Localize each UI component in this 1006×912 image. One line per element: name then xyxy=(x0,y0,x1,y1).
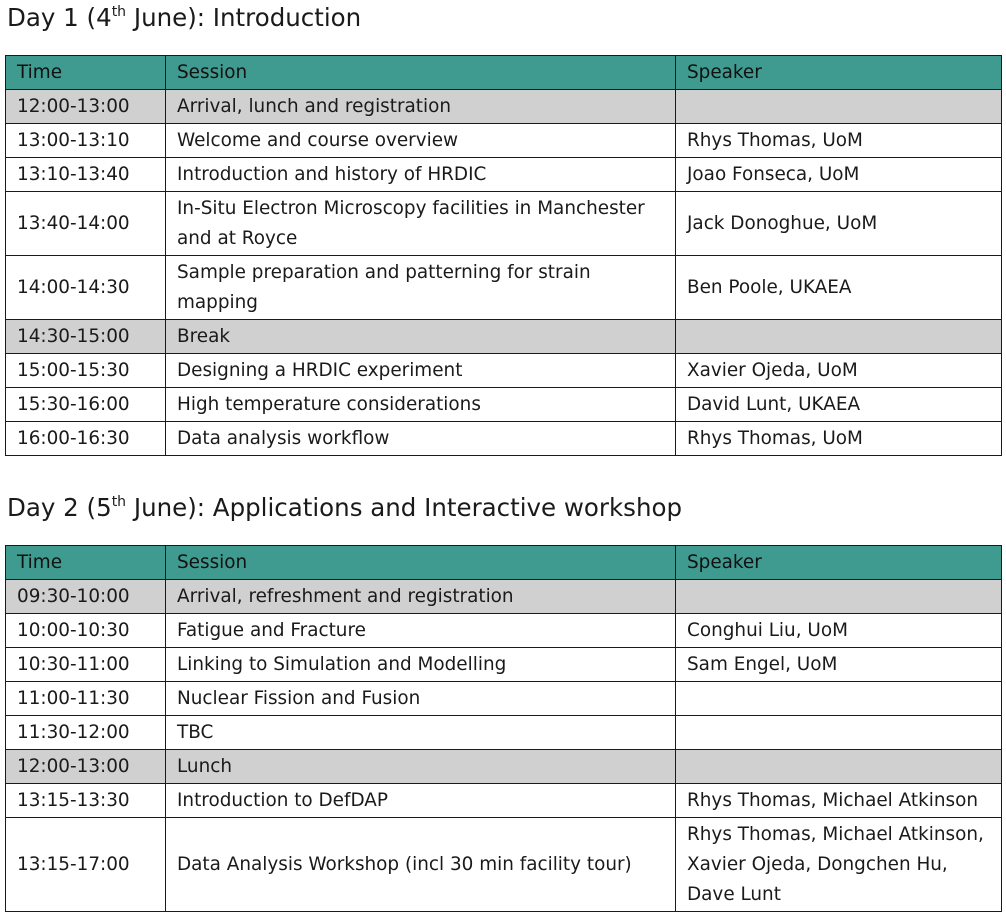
speaker-cell: Jack Donoghue, UoM xyxy=(676,192,1002,256)
time-cell: 13:15-17:00 xyxy=(6,818,166,912)
speaker-cell: David Lunt, UKAEA xyxy=(676,388,1002,422)
session-line: mapping xyxy=(177,292,258,313)
session-cell: Introduction and history of HRDIC xyxy=(166,158,676,192)
time-cell: 16:00-16:30 xyxy=(6,422,166,456)
table-row xyxy=(6,648,1002,682)
session-cell: Introduction to DefDAP xyxy=(166,784,676,818)
session-cell: Data analysis workflow xyxy=(166,422,676,456)
session-column-header: Session xyxy=(166,56,676,90)
table-row xyxy=(6,682,1002,716)
time-cell: 13:15-13:30 xyxy=(6,784,166,818)
session-cell: Arrival, refreshment and registration xyxy=(166,580,676,614)
table-row xyxy=(6,158,1002,192)
table-row xyxy=(6,784,1002,818)
speaker-cell: Xavier Ojeda, UoM xyxy=(676,354,1002,388)
table-row xyxy=(6,580,1002,614)
time-column-header: Time xyxy=(6,546,166,580)
speaker-line: Rhys Thomas, Michael Atkinson, xyxy=(687,824,984,845)
speaker-cell: Sam Engel, UoM xyxy=(676,648,1002,682)
time-cell: 13:40-14:00 xyxy=(6,192,166,256)
speaker-cell xyxy=(676,750,1002,784)
session-cell: Arrival, lunch and registration xyxy=(166,90,676,124)
speaker-cell: Conghui Liu, UoM xyxy=(676,614,1002,648)
time-cell: 10:30-11:00 xyxy=(6,648,166,682)
session-cell: Designing a HRDIC experiment xyxy=(166,354,676,388)
table-header-row xyxy=(6,546,1002,580)
table-row xyxy=(6,750,1002,784)
speaker-column-header: Speaker xyxy=(676,56,1002,90)
session-cell: Fatigue and Fracture xyxy=(166,614,676,648)
session-cell: Data Analysis Workshop (incl 30 min facility tour) xyxy=(166,818,676,912)
time-cell: 10:00-10:30 xyxy=(6,614,166,648)
speaker-cell xyxy=(676,580,1002,614)
table-row xyxy=(6,354,1002,388)
session-cell: High temperature considerations xyxy=(166,388,676,422)
session-cell: TBC xyxy=(166,716,676,750)
speaker-cell xyxy=(676,90,1002,124)
table-row xyxy=(6,256,1002,320)
time-cell: 13:00-13:10 xyxy=(6,124,166,158)
speaker-cell xyxy=(676,682,1002,716)
speaker-cell: Rhys Thomas, Michael Atkinson xyxy=(676,784,1002,818)
session-cell: Nuclear Fission and Fusion xyxy=(166,682,676,716)
table-row xyxy=(6,818,1002,912)
speaker-cell: Joao Fonseca, UoM xyxy=(676,158,1002,192)
time-cell: 12:00-13:00 xyxy=(6,750,166,784)
session-line: and at Royce xyxy=(177,228,298,249)
time-cell: 12:00-13:00 xyxy=(6,90,166,124)
speaker-cell: Ben Poole, UKAEA xyxy=(676,256,1002,320)
speaker-cell xyxy=(676,818,1002,912)
session-cell xyxy=(166,192,676,256)
speaker-cell xyxy=(676,320,1002,354)
day2-schedule-table xyxy=(5,545,1002,912)
table-row xyxy=(6,614,1002,648)
session-column-header: Session xyxy=(166,546,676,580)
session-cell: Lunch xyxy=(166,750,676,784)
day1-schedule-table xyxy=(5,55,1002,456)
session-cell: Break xyxy=(166,320,676,354)
table-row xyxy=(6,716,1002,750)
speaker-line: Xavier Ojeda, Dongchen Hu, xyxy=(687,854,948,875)
time-cell: 15:00-15:30 xyxy=(6,354,166,388)
table-header-row xyxy=(6,56,1002,90)
table-row xyxy=(6,320,1002,354)
day1-heading: Day 1 (4th June): Introduction xyxy=(7,3,362,32)
time-cell: 14:00-14:30 xyxy=(6,256,166,320)
speaker-column-header: Speaker xyxy=(676,546,1002,580)
day2-heading: Day 2 (5th June): Applications and Interactive workshop xyxy=(7,493,683,522)
time-cell: 14:30-15:00 xyxy=(6,320,166,354)
time-cell: 09:30-10:00 xyxy=(6,580,166,614)
table-row xyxy=(6,124,1002,158)
time-cell: 13:10-13:40 xyxy=(6,158,166,192)
table-row xyxy=(6,192,1002,256)
speaker-line: Dave Lunt xyxy=(687,884,781,905)
time-cell: 15:30-16:00 xyxy=(6,388,166,422)
session-line: In-Situ Electron Microscopy facilities in Manchester xyxy=(177,198,645,219)
session-cell: Welcome and course overview xyxy=(166,124,676,158)
table-row xyxy=(6,422,1002,456)
time-column-header: Time xyxy=(6,56,166,90)
speaker-cell xyxy=(676,716,1002,750)
session-cell: Linking to Simulation and Modelling xyxy=(166,648,676,682)
time-cell: 11:00-11:30 xyxy=(6,682,166,716)
table-row xyxy=(6,388,1002,422)
session-cell xyxy=(166,256,676,320)
speaker-cell: Rhys Thomas, UoM xyxy=(676,124,1002,158)
table-row xyxy=(6,90,1002,124)
speaker-cell: Rhys Thomas, UoM xyxy=(676,422,1002,456)
time-cell: 11:30-12:00 xyxy=(6,716,166,750)
session-line: Sample preparation and patterning for strain xyxy=(177,262,591,283)
